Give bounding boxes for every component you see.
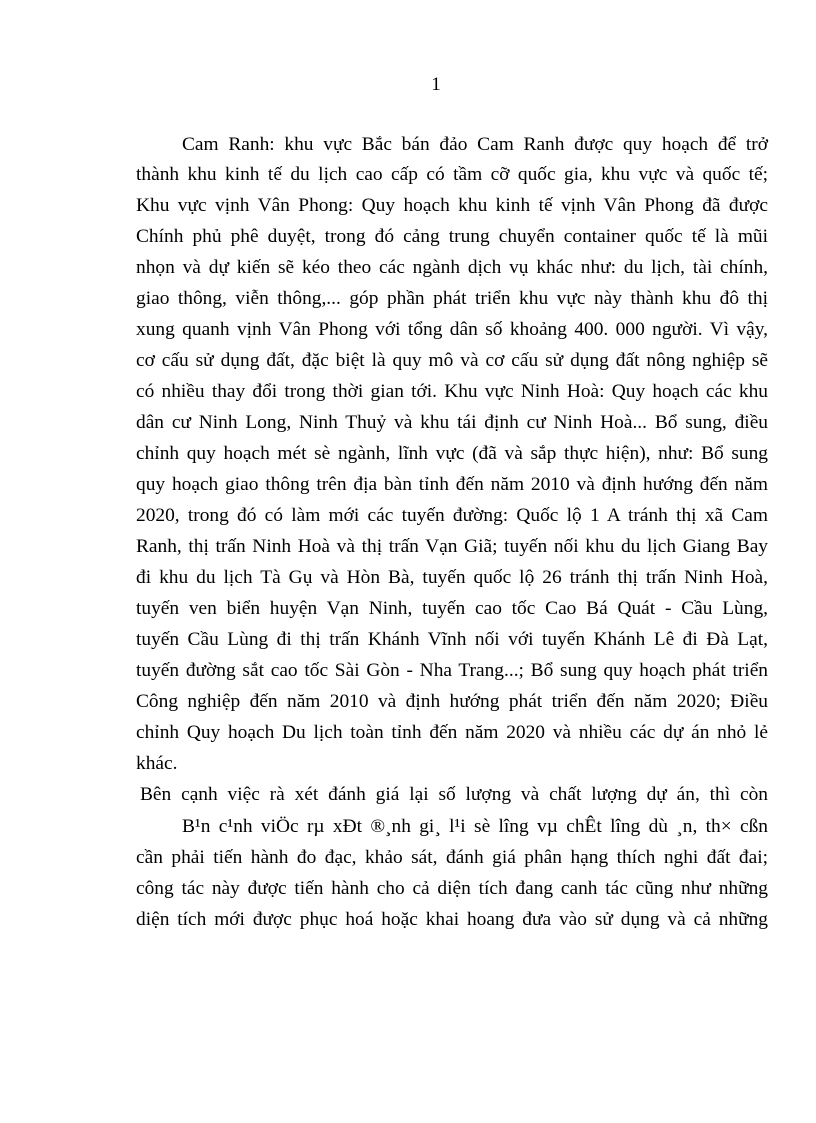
garbled-text-line: B¹n c¹nh viÖc rµ xÐt ®¸nh gi¸ l¹i sè lîng vµ chÊt lîng dù ¸n, th× cßn: [182, 816, 768, 837]
text-line: xung quanh vịnh Vân Phong với tổng dân số khoảng 400. 000 người. Vì vậy,: [136, 319, 768, 340]
text-line: cơ cấu sử dụng đất, đặc biệt là quy mô và cơ cấu sử dụng đất nông nghiệp sẽ: [136, 350, 768, 371]
text-line: quy hoạch giao thông trên địa bàn tỉnh đến năm 2010 và định hướng đến năm: [136, 474, 768, 495]
text-line: giao thông, viễn thông,... góp phần phát triển khu vực này thành khu đô thị: [136, 288, 768, 309]
text-line: đi khu du lịch Tà Gụ và Hòn Bà, tuyến quốc lộ 26 tránh thị trấn Ninh Hoà,: [136, 567, 768, 588]
text-line: thành khu kinh tế du lịch cao cấp có tầm cỡ quốc gia, khu vực và quốc tế;: [136, 164, 768, 185]
text-line: Bên cạnh việc rà xét đánh giá lại số lượng và chất lượng dự án, thì còn: [140, 784, 768, 805]
text-line: có nhiều thay đổi trong thời gian tới. Khu vực Ninh Hoà: Quy hoạch các khu: [136, 381, 768, 402]
text-line: chỉnh quy hoạch mét sè ngành, lĩnh vực (đã và sắp thực hiện), như: Bổ sung: [136, 443, 768, 464]
text-line: khác.: [136, 753, 178, 774]
text-line: Chính phủ phê duyệt, trong đó cảng trung chuyển container quốc tế là mũi: [136, 226, 768, 247]
text-line: 2020, trong đó có làm mới các tuyến đường: Quốc lộ 1 A tránh thị xã Cam: [136, 505, 768, 526]
text-line: cần phải tiến hành đo đạc, khảo sát, đánh giá phân hạng thích nghi đất đai;: [136, 847, 768, 868]
text-line: Công nghiệp đến năm 2010 và định hướng phát triển đến năm 2020; Điều: [136, 691, 768, 712]
text-line: nhọn và dự kiến sẽ kéo theo các ngành dịch vụ khác như: du lịch, tài chính,: [136, 257, 768, 278]
page-number: 1: [431, 74, 441, 95]
text-line: diện tích mới được phục hoá hoặc khai hoang đưa vào sử dụng và cả những: [136, 909, 768, 930]
text-line: Ranh, thị trấn Ninh Hoà và thị trấn Vạn Giã; tuyến nối khu du lịch Giang Bay: [136, 536, 768, 557]
text-line: dân cư Ninh Long, Ninh Thuỷ và khu tái định cư Ninh Hoà... Bổ sung, điều: [136, 412, 768, 433]
text-line: Khu vực vịnh Vân Phong: Quy hoạch khu kinh tế vịnh Vân Phong đã được: [136, 195, 768, 216]
text-line: công tác này được tiến hành cho cả diện tích đang canh tác cũng như những: [136, 878, 768, 899]
text-line: chỉnh Quy hoạch Du lịch toàn tỉnh đến năm 2020 và nhiều các dự án nhỏ lẻ: [136, 722, 768, 743]
text-line: tuyến đường sắt cao tốc Sài Gòn - Nha Trang...; Bổ sung quy hoạch phát triển: [136, 660, 768, 681]
text-line: Cam Ranh: khu vực Bắc bán đảo Cam Ranh được quy hoạch để trở: [182, 134, 768, 155]
text-line: tuyến ven biển huyện Vạn Ninh, tuyến cao tốc Cao Bá Quát - Cầu Lùng,: [136, 598, 768, 619]
text-line: tuyến Cầu Lùng đi thị trấn Khánh Vĩnh nối với tuyến Khánh Lê đi Đà Lạt,: [136, 629, 768, 650]
